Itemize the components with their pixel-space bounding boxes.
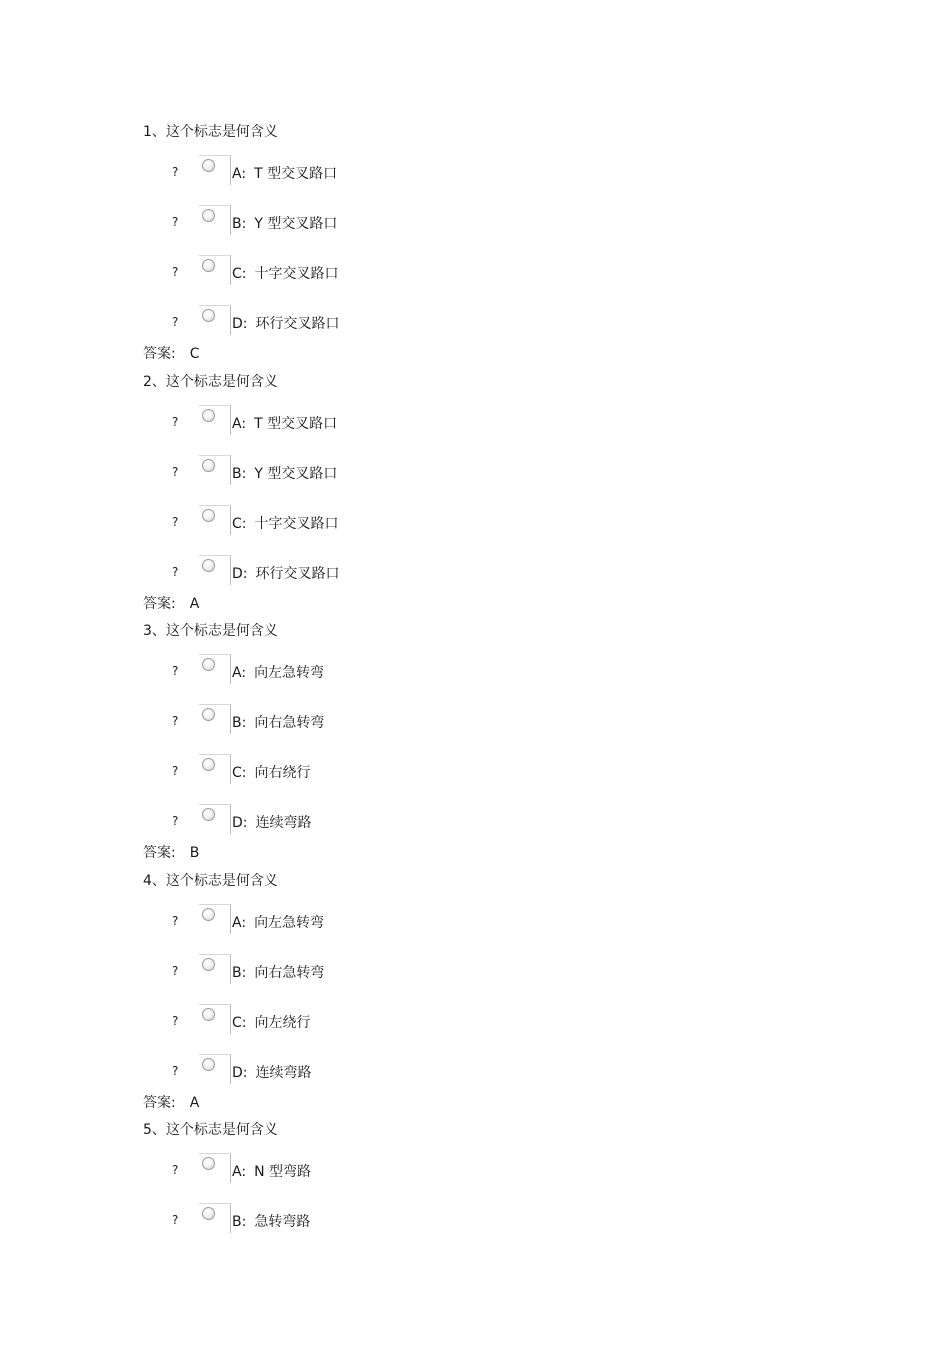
option-letter: A: xyxy=(232,665,247,681)
answer-option[interactable] xyxy=(0,954,950,990)
bullet-marker: ? xyxy=(172,565,179,579)
option-text: 连续弯路 xyxy=(255,815,312,831)
answer-option[interactable] xyxy=(0,704,950,740)
radio-button-icon[interactable] xyxy=(202,1058,215,1071)
question-title: 2、这个标志是何含义 xyxy=(143,374,278,390)
option-letter: D: xyxy=(232,316,248,332)
radio-button-icon[interactable] xyxy=(202,1157,215,1170)
radio-button-icon[interactable] xyxy=(202,309,215,322)
answer-option[interactable] xyxy=(0,654,950,690)
answer-option[interactable] xyxy=(0,1153,950,1189)
radio-button-icon[interactable] xyxy=(202,1207,215,1220)
answer-value: C xyxy=(189,346,200,362)
option-label xyxy=(232,662,324,682)
option-text: 环行交叉路口 xyxy=(255,316,340,332)
radio-frame xyxy=(199,704,231,734)
option-text: 向左急转弯 xyxy=(254,915,325,931)
option-text: 向左绕行 xyxy=(254,1015,311,1031)
radio-button-icon[interactable] xyxy=(202,758,215,771)
answer-value: A xyxy=(189,596,200,612)
radio-frame xyxy=(199,1153,231,1183)
answer-value: A xyxy=(189,1095,200,1111)
bullet-marker: ? xyxy=(172,914,179,928)
option-letter: B: xyxy=(232,1214,247,1230)
bullet-marker: ? xyxy=(172,215,179,229)
radio-button-icon[interactable] xyxy=(202,509,215,522)
option-label xyxy=(232,762,311,782)
option-letter: B: xyxy=(232,965,247,981)
bullet-marker: ? xyxy=(172,964,179,978)
option-text: 向左急转弯 xyxy=(254,665,325,681)
question-title: 1、这个标志是何含义 xyxy=(143,124,278,140)
question-title: 3、这个标志是何含义 xyxy=(143,623,278,639)
bullet-marker: ? xyxy=(172,265,179,279)
answer-line xyxy=(143,593,199,613)
answer-line xyxy=(143,842,199,862)
option-text: 向右急转弯 xyxy=(254,965,325,981)
bullet-marker: ? xyxy=(172,315,179,329)
radio-frame xyxy=(199,954,231,984)
bullet-marker: ? xyxy=(172,515,179,529)
option-letter: B: xyxy=(232,216,247,232)
answer-label: 答案: xyxy=(143,1095,176,1111)
radio-frame xyxy=(199,505,231,535)
bullet-marker: ? xyxy=(172,415,179,429)
bullet-marker: ? xyxy=(172,1064,179,1078)
bullet-marker: ? xyxy=(172,465,179,479)
radio-frame xyxy=(199,754,231,784)
radio-button-icon[interactable] xyxy=(202,908,215,921)
answer-label: 答案: xyxy=(143,596,176,612)
bullet-marker: ? xyxy=(172,814,179,828)
radio-frame xyxy=(199,1004,231,1034)
option-text: T 型交叉路口 xyxy=(254,166,338,182)
bullet-marker: ? xyxy=(172,714,179,728)
radio-button-icon[interactable] xyxy=(202,459,215,472)
radio-frame xyxy=(199,1203,231,1233)
option-label xyxy=(232,263,339,283)
option-letter: D: xyxy=(232,566,248,582)
option-label xyxy=(232,463,337,483)
radio-button-icon[interactable] xyxy=(202,658,215,671)
radio-frame xyxy=(199,305,231,335)
option-letter: C: xyxy=(232,1015,247,1031)
option-text: 向右急转弯 xyxy=(254,715,325,731)
option-letter: A: xyxy=(232,166,247,182)
option-text: 十字交叉路口 xyxy=(254,266,339,282)
radio-frame xyxy=(199,555,231,585)
option-label xyxy=(232,1211,310,1231)
radio-frame xyxy=(199,904,231,934)
option-text: 环行交叉路口 xyxy=(255,566,340,582)
option-letter: D: xyxy=(232,815,248,831)
radio-frame xyxy=(199,405,231,435)
answer-line xyxy=(143,1092,199,1112)
answer-line xyxy=(143,343,200,363)
option-letter: D: xyxy=(232,1065,248,1081)
option-text: T 型交叉路口 xyxy=(254,416,338,432)
option-letter: A: xyxy=(232,416,247,432)
answer-value: B xyxy=(189,845,200,861)
option-label xyxy=(232,1012,311,1032)
option-text: Y 型交叉路口 xyxy=(254,466,338,482)
option-label xyxy=(232,163,337,183)
radio-button-icon[interactable] xyxy=(202,259,215,272)
radio-button-icon[interactable] xyxy=(202,559,215,572)
answer-option[interactable] xyxy=(0,804,950,840)
radio-button-icon[interactable] xyxy=(202,159,215,172)
answer-option[interactable] xyxy=(0,255,950,291)
option-letter: C: xyxy=(232,516,247,532)
bullet-marker: ? xyxy=(172,664,179,678)
radio-frame xyxy=(199,654,231,684)
answer-option[interactable] xyxy=(0,305,950,341)
answer-option[interactable] xyxy=(0,904,950,940)
answer-label: 答案: xyxy=(143,845,176,861)
option-text: 向右绕行 xyxy=(254,765,311,781)
option-label xyxy=(232,962,324,982)
option-label xyxy=(232,912,324,932)
option-text: 连续弯路 xyxy=(255,1065,312,1081)
radio-frame xyxy=(199,155,231,185)
option-text: Y 型交叉路口 xyxy=(254,216,338,232)
option-label xyxy=(232,812,312,832)
radio-button-icon[interactable] xyxy=(202,708,215,721)
option-letter: A: xyxy=(232,915,247,931)
bullet-marker: ? xyxy=(172,165,179,179)
answer-option[interactable] xyxy=(0,405,950,441)
radio-frame xyxy=(199,455,231,485)
radio-button-icon[interactable] xyxy=(202,409,215,422)
radio-frame xyxy=(199,255,231,285)
question-title: 5、这个标志是何含义 xyxy=(143,1122,278,1138)
answer-option[interactable] xyxy=(0,1054,950,1090)
option-letter: B: xyxy=(232,715,247,731)
radio-frame xyxy=(199,1054,231,1084)
option-label xyxy=(232,1062,312,1082)
answer-option[interactable] xyxy=(0,754,950,790)
option-label xyxy=(232,712,324,732)
radio-button-icon[interactable] xyxy=(202,958,215,971)
answer-label: 答案: xyxy=(143,346,176,362)
answer-option[interactable] xyxy=(0,1203,950,1239)
bullet-marker: ? xyxy=(172,764,179,778)
answer-option[interactable] xyxy=(0,155,950,191)
option-letter: A: xyxy=(232,1164,247,1180)
answer-option[interactable] xyxy=(0,205,950,241)
radio-button-icon[interactable] xyxy=(202,808,215,821)
option-label xyxy=(232,413,337,433)
answer-option[interactable] xyxy=(0,555,950,591)
radio-frame xyxy=(199,804,231,834)
option-label xyxy=(232,213,337,233)
radio-button-icon[interactable] xyxy=(202,209,215,222)
bullet-marker: ? xyxy=(172,1163,179,1177)
option-label xyxy=(232,313,340,333)
option-label xyxy=(232,513,339,533)
question-title: 4、这个标志是何含义 xyxy=(143,873,278,889)
option-text: N 型弯路 xyxy=(254,1164,311,1180)
radio-frame xyxy=(199,205,231,235)
option-text: 急转弯路 xyxy=(254,1214,311,1230)
answer-option[interactable] xyxy=(0,505,950,541)
bullet-marker: ? xyxy=(172,1014,179,1028)
option-text: 十字交叉路口 xyxy=(254,516,339,532)
answer-option[interactable] xyxy=(0,1004,950,1040)
option-letter: B: xyxy=(232,466,247,482)
option-label xyxy=(232,1161,311,1181)
option-letter: C: xyxy=(232,765,247,781)
answer-option[interactable] xyxy=(0,455,950,491)
radio-button-icon[interactable] xyxy=(202,1008,215,1021)
bullet-marker: ? xyxy=(172,1213,179,1227)
option-label xyxy=(232,563,340,583)
option-letter: C: xyxy=(232,266,247,282)
